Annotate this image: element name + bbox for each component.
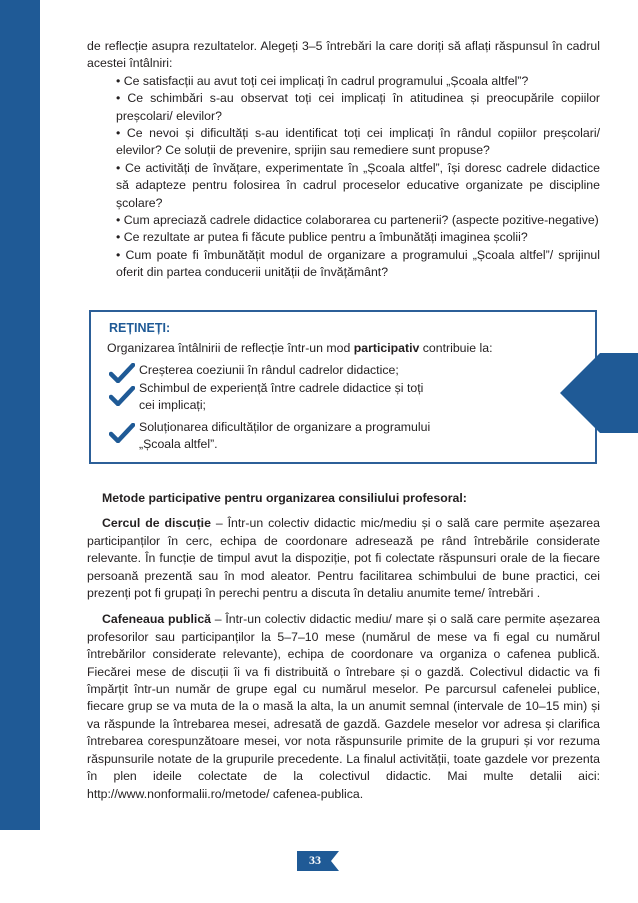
cafe-method-text: – Într-un colectiv didactic mediu/ mare și o sală care permite așezarea profesorilor sau participanților la 5–7–10 mese (numărul de mese va fi egal cu numărul întrebărilor considerate relevante), echipa de coordonare va organiza o cafenea publică. Fiecărei mese de discuții îi va fi distribuită o întrebare și o gazdă. Colectivul didactic va fi împărțit într-un număr de grupe egal cu numărul meselor. Pe parcursul cafenelei publice, fiecare grup se va muta de la o masă la alta, la un anumit semnal (intervale de 10–15 min) și va răspunde la întrebarea mesei, adresată de gazdă. Gazdele meselor vor adresa și clarifica întrebarea corespunzătoare mesei, vor nota răspunsurile primite de la grupuri și vor rezuma răspunsurile notate de la grupurile precedente. La finalul activității, toate gazdele vor prezenta în plen ideile colectate de la colectivul didactic. Mai multe detalii aici: http://www.nonformalii.ro/metode/ cafenea-publica. bbox=[87, 612, 601, 801]
question-item: • Cum poate fi îmbunătățit modul de organizare a programului „Școala altfel”/ sprijinul oferit din partea conducerii unității de învățământ? bbox=[116, 247, 600, 280]
page-number: 33 bbox=[309, 853, 321, 867]
question-item: • Cum apreciază cadrele didactice colaborarea cu partenerii? (aspecte pozitive-negative) bbox=[116, 213, 599, 228]
callout-intro-start: Organizarea întâlnirii de reflecție într-un mod bbox=[107, 341, 354, 355]
callout-item-text: Schimbul de experiență între cadrele didactice și toți cei implicați; bbox=[139, 381, 424, 413]
methods-heading: Metode participative pentru organizarea consiliului profesoral: bbox=[102, 491, 467, 505]
callout-intro-end: contribuie la: bbox=[419, 341, 493, 355]
cafe-method-paragraph bbox=[87, 611, 600, 802]
callout-intro bbox=[107, 341, 587, 355]
reflection-questions-section bbox=[87, 38, 600, 282]
circle-method-text: – Într-un colectiv didactic mic/mediu și o sală care permite așezarea participanților în cerc, echipa de coordonare adresează pe rând întrebările considerate relevante. În funcție de timpul avut la dispoziție, pot fi colectate răspunsuri orale de la fiecare persoană prezentă sau în mod aleator. Pentru facilitarea schimbului de bune practici, cei prezenți pot fi grupați în perechi pentru a discuta în detaliu anumite teme/ întrebări . bbox=[87, 516, 600, 601]
question-item: • Ce satisfacții au avut toți cei implicați în cadrul programului „Școala altfel”? bbox=[116, 73, 529, 88]
question-item: • Ce schimbări s-au observat toți cei implicați în atitudinea și preocupările copiilor preșcolari/ elevilor? bbox=[116, 91, 600, 123]
callout-item-text: Soluționarea dificultăților de organizare a programului „Școala altfel”. bbox=[139, 420, 431, 452]
callout-title: REȚINEȚI: bbox=[109, 321, 171, 335]
arrow-tab-icon bbox=[560, 353, 638, 433]
checkmark-icon bbox=[109, 386, 135, 406]
circle-method-title: Cercul de discuție bbox=[102, 516, 211, 531]
question-list bbox=[116, 73, 600, 282]
intro-paragraph: de reflecție asupra rezultatelor. Alegeți 3–5 întrebări la care doriți să aflați răspunsul în cadrul acestei întâlniri: bbox=[87, 39, 600, 71]
callout-intro-bold: participativ bbox=[353, 341, 420, 355]
question-item: • Ce activități de învățare, experimentate în „Școala altfel”, își doresc cadrele didactice să adapteze pentru folosirea în cadrul proceselor educative organizate pe discipline școlare? bbox=[116, 160, 600, 210]
cafe-method-title: Cafeneaua publică bbox=[102, 612, 212, 627]
callout-item-text: Creșterea coeziunii în rândul cadrelor didactice; bbox=[139, 363, 399, 377]
question-item: • Ce rezultate ar putea fi făcute publice pentru a îmbunătăți imaginea școlii? bbox=[116, 230, 528, 245]
left-color-band bbox=[0, 0, 40, 830]
participative-methods-section bbox=[87, 490, 600, 812]
page-number-badge bbox=[297, 851, 339, 871]
checkmark-icon bbox=[109, 363, 135, 383]
circle-method-paragraph bbox=[87, 515, 600, 602]
question-item: • Ce nevoi și dificultăți s-au identificat toți cei implicați în rândul copiilor preșcolari/ elevilor? Ce soluții de prevenire, sprijin sau remediere sunt propuse? bbox=[116, 126, 600, 158]
checkmark-icon bbox=[109, 423, 135, 443]
remember-callout-box bbox=[89, 310, 597, 464]
